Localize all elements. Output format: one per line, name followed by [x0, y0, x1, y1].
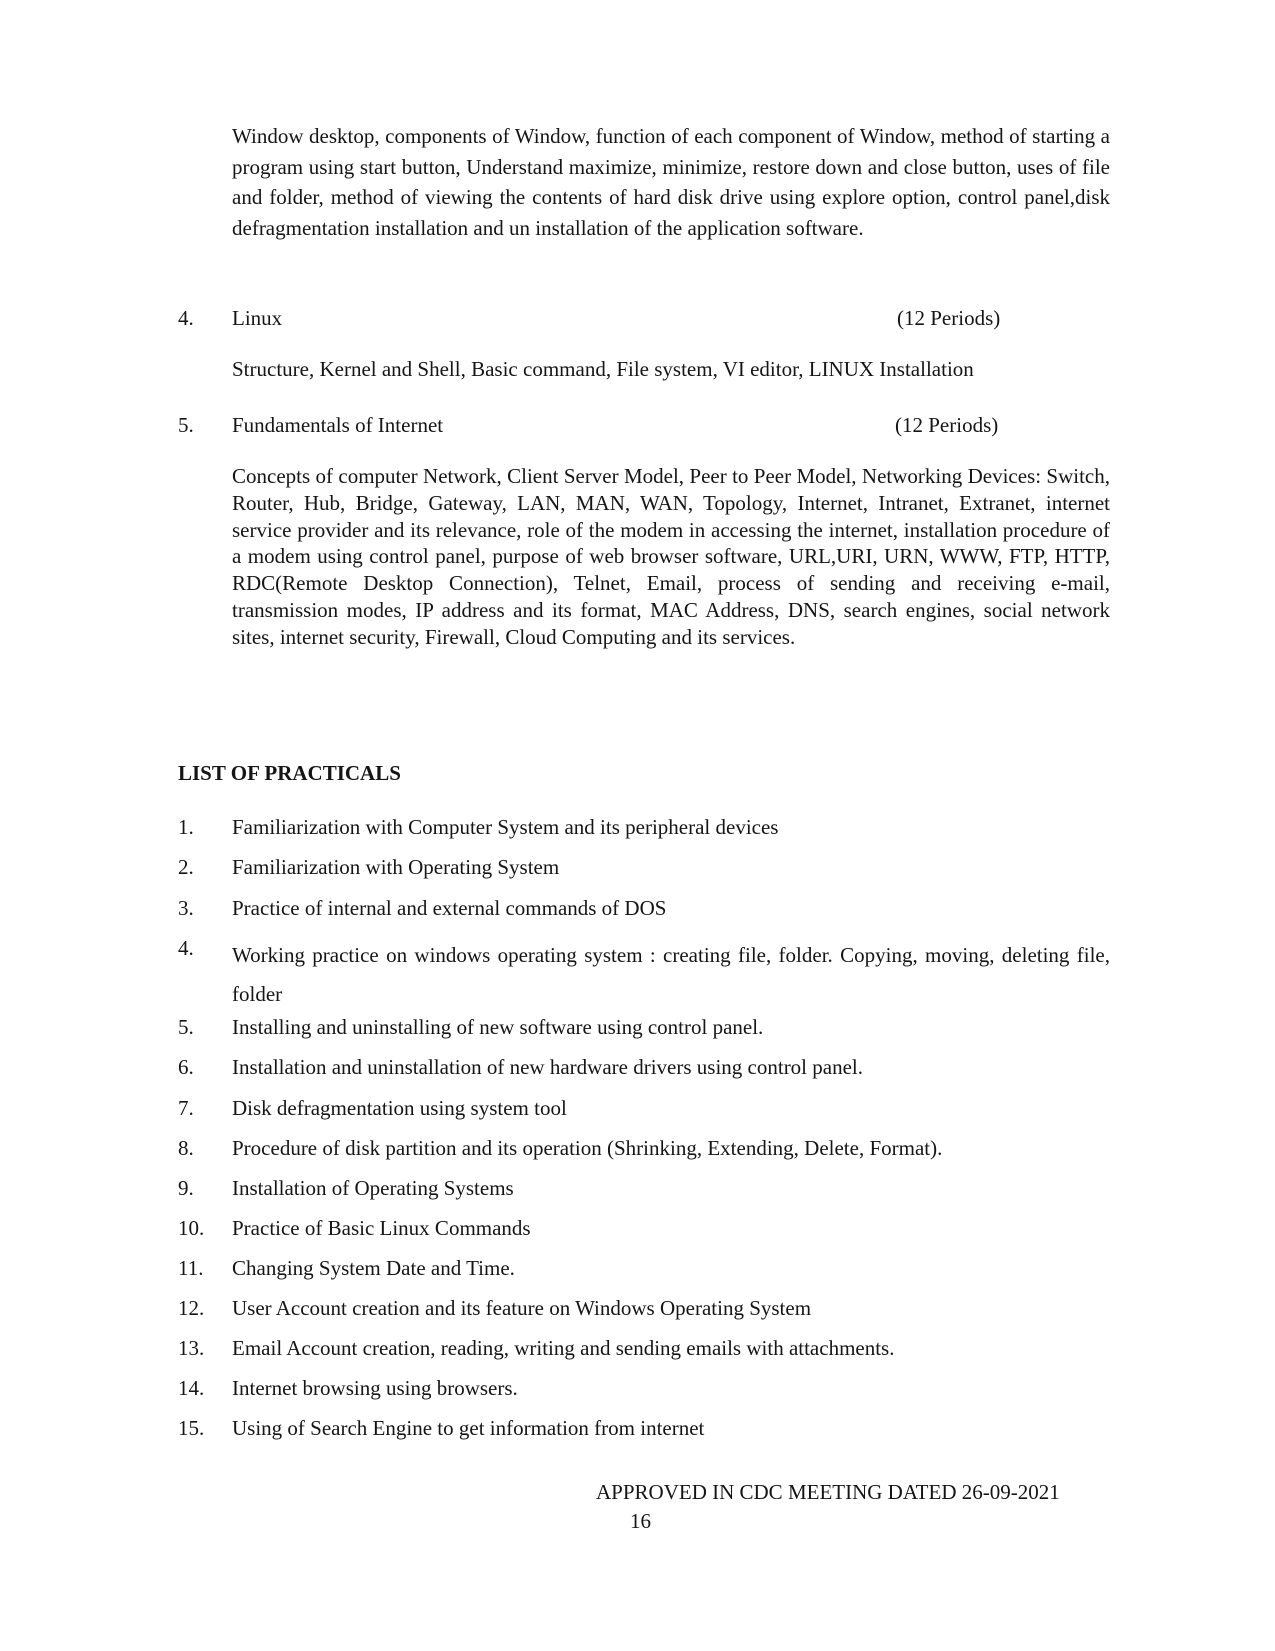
list-item: Email Account creation, reading, writing and sending emails with attachments. — [232, 1336, 895, 1360]
list-item: Installation and uninstallation of new hardware drivers using control panel. — [232, 1055, 863, 1079]
approval-note: APPROVED IN CDC MEETING DATED 26-09-2021 — [596, 1480, 1060, 1504]
section-periods: (12 Periods) — [897, 306, 1001, 330]
list-item: Changing System Date and Time. — [232, 1256, 515, 1280]
list-item-number: 6. — [178, 1055, 194, 1079]
section-number: 4. — [178, 306, 194, 330]
list-item: Using of Search Engine to get information from internet — [232, 1416, 705, 1440]
list-item-number: 3. — [178, 896, 194, 920]
list-item-number: 11. — [178, 1256, 204, 1280]
list-item-number: 10. — [178, 1216, 205, 1240]
list-item: Familiarization with Computer System and its peripheral devices — [232, 815, 779, 839]
list-item-number: 2. — [178, 855, 194, 879]
list-item: Internet browsing using browsers. — [232, 1376, 518, 1400]
list-item-number: 12. — [178, 1296, 205, 1320]
section-periods: (12 Periods) — [895, 413, 999, 437]
list-item: Practice of Basic Linux Commands — [232, 1216, 531, 1240]
list-item-number: 15. — [178, 1416, 205, 1440]
list-item-number: 13. — [178, 1336, 205, 1360]
list-item: Familiarization with Operating System — [232, 855, 560, 879]
list-item: Installing and uninstalling of new software using control panel. — [232, 1015, 764, 1039]
list-item: Practice of internal and external commands of DOS — [232, 896, 667, 920]
list-item-number: 9. — [178, 1176, 194, 1200]
section-title: Fundamentals of Internet — [232, 413, 444, 437]
section-content: Structure, Kernel and Shell, Basic command, File system, VI editor, LINUX Installation — [232, 357, 974, 381]
list-item: Working practice on windows operating system : creating file, folder. Copying, moving, deleting file, folder — [232, 943, 1110, 1006]
list-item-number: 7. — [178, 1096, 194, 1120]
list-item: Disk defragmentation using system tool — [232, 1096, 567, 1120]
list-item: User Account creation and its feature on Windows Operating System — [232, 1296, 812, 1320]
list-item-number: 1. — [178, 815, 194, 839]
list-item-number: 4. — [178, 936, 194, 960]
list-item-number: 5. — [178, 1015, 194, 1039]
list-item: Procedure of disk partition and its operation (Shrinking, Extending, Delete, Format). — [232, 1136, 943, 1160]
section-content: Concepts of computer Network, Client Server Model, Peer to Peer Model, Networking Devices: Switch, Router, Hub, Bridge, Gateway, LAN, MAN, WAN, Topology, Internet, Intranet, Extranet, internet service provider and its relevance, role of the modem in accessing the internet, installation procedure of a modem using control panel, purpose of web browser software, URL,URI, URN, WWW, FTP, HTTP, RDC(Remote Desktop Connection), Telnet, Email, process of sending and receiving e-mail, transmission modes, IP address and its format, MAC Address, DNS, search engines, social network sites, internet security, Firewall, Cloud Computing and its services. — [232, 464, 1110, 649]
intro-paragraph: Window desktop, components of Window, function of each component of Window, method of starting a program using start button, Understand maximize, minimize, restore down and close button, uses of file and folder, method of viewing the contents of hard disk drive using explore option, control panel,disk defragmentation installation and un installation of the application software. — [232, 124, 1110, 240]
list-item-number: 14. — [178, 1376, 205, 1400]
practicals-heading: LIST OF PRACTICALS — [178, 761, 401, 785]
section-number: 5. — [178, 413, 194, 437]
section-title: Linux — [232, 306, 283, 330]
list-item-number: 8. — [178, 1136, 194, 1160]
list-item: Installation of Operating Systems — [232, 1176, 514, 1200]
page-number: 16 — [630, 1509, 651, 1533]
